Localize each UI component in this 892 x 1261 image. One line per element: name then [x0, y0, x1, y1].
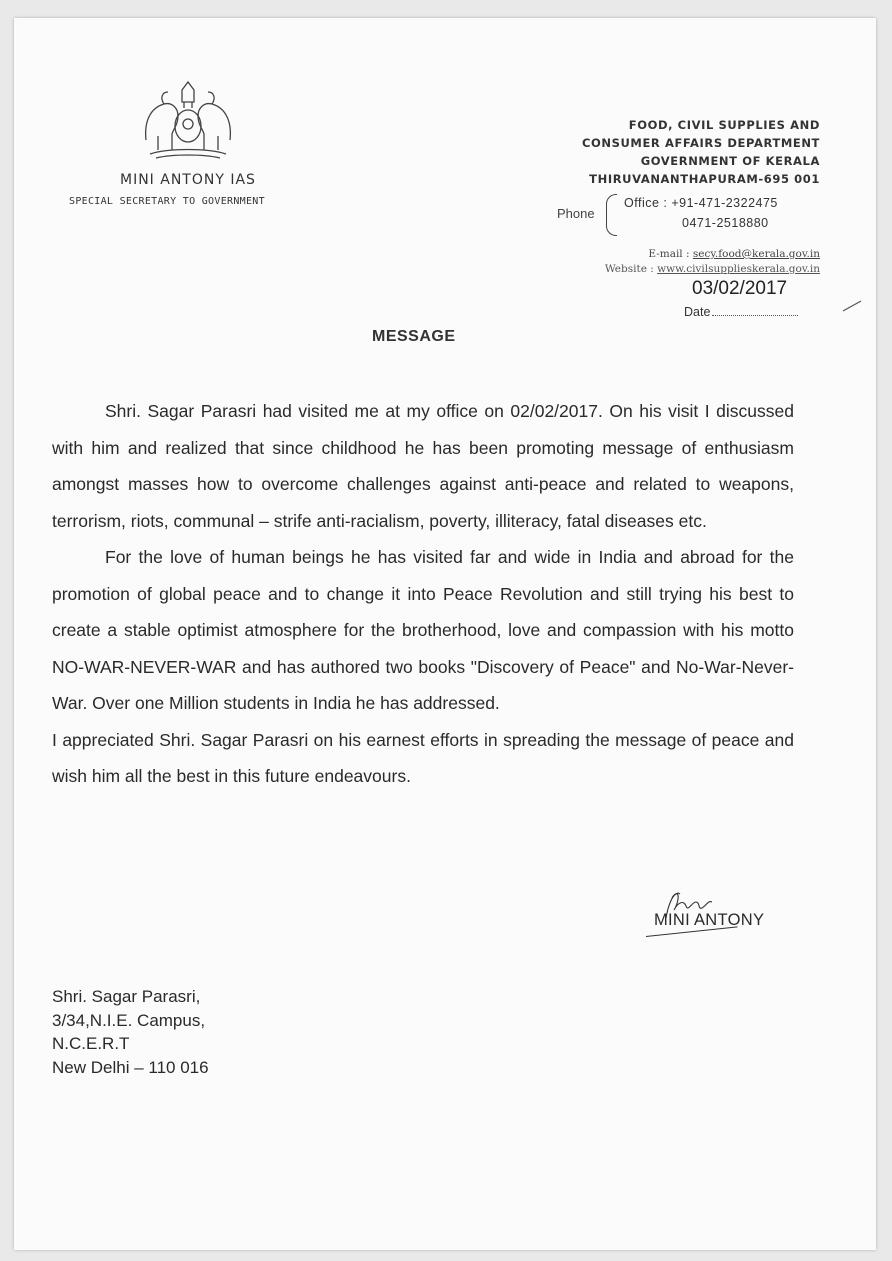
message-paragraph: I appreciated Shri. Sagar Parasri on his earnest efforts in spreading the message of peace and wish him all the best in this future endeavours. [52, 729, 794, 786]
phone-brace [606, 194, 617, 236]
department-address [582, 116, 820, 188]
message-paragraph: For the love of human beings he has visited far and wide in India and abroad for the promotion of global peace and to change it into Peace Revolution and still trying his best to create a stable optimist atmosphere for the brotherhood, love and compassion with his motto NO-WAR-NEVER-WAR and has authored two books "Discovery of Peace" and No-War-Never-War. Over one Million students in India he has addressed. [52, 547, 794, 713]
date-label: Date [684, 305, 711, 319]
recipient-address [52, 985, 209, 1079]
website-label: Website : [604, 263, 654, 275]
message-body [52, 393, 794, 795]
sender-name: MINI ANTONY IAS [120, 172, 256, 188]
department-line: GOVERNMENT OF KERALA [640, 154, 820, 168]
address-line: N.C.E.R.T [52, 1034, 130, 1053]
department-line: THIRUVANANTHAPURAM-695 001 [589, 172, 820, 186]
message-heading: MESSAGE [372, 328, 456, 345]
email-link[interactable]: secy.food@kerala.gov.in [692, 248, 820, 260]
address-line: 3/34,N.I.E. Campus, [52, 1010, 206, 1030]
date-value: 03/02/2017 [692, 278, 788, 299]
department-line: CONSUMER AFFAIRS DEPARTMENT [581, 136, 820, 150]
pen-mark-icon [842, 300, 862, 312]
website-link[interactable]: www.civilsupplieskerala.gov.in [657, 263, 820, 275]
office-phone: Office : +91-471-2322475 [624, 196, 778, 210]
phone-label: Phone [557, 206, 595, 221]
secondary-phone: 0471-2518880 [682, 216, 769, 230]
date-dotted-line [712, 315, 798, 316]
message-paragraph: Shri. Sagar Parasri had visited me at my office on 02/02/2017. On his visit I discussed with him and realized that since childhood he has been promoting message of enthusiasm amongst masses how to overcome challenges against anti-peace and related to weapons, terrorism, riots, communal – strife anti-racialism, poverty, illiteracy, fatal diseases etc. [52, 401, 794, 531]
sender-title: SPECIAL SECRETARY TO GOVERNMENT [69, 196, 265, 207]
address-line: Shri. Sagar Parasri, [52, 987, 201, 1006]
kerala-emblem-icon [138, 78, 238, 162]
date-field [684, 305, 798, 319]
email-line [648, 248, 820, 260]
website-line [605, 263, 820, 275]
signatory-name: MINI ANTONY [654, 911, 765, 929]
email-label: E-mail : [648, 248, 690, 260]
address-line: New Delhi – 110 016 [52, 1057, 209, 1077]
department-line: FOOD, CIVIL SUPPLIES AND [628, 118, 820, 132]
